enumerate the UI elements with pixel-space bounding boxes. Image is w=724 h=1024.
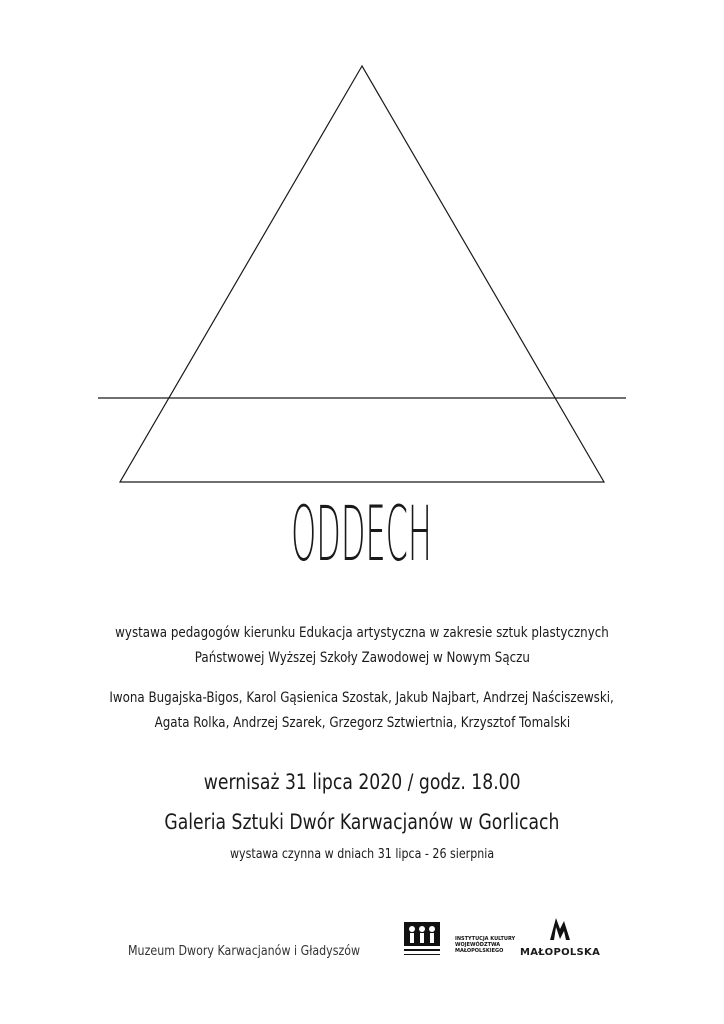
venue-info: Galeria Sztuki Dwór Karwacjanów w Gorlicach: [164, 810, 560, 834]
artists-line-1: Iwona Bugajska-Bigos, Karol Gąsienica Szostak, Jakub Najbart, Andrzej Naściszewski,: [109, 690, 615, 706]
museum-logo-icon: [402, 920, 442, 960]
subtitle-line-1: wystawa pedagogów kierunku Edukacja artystyczna w zakresie sztuk plastycznych: [115, 625, 609, 641]
malopolska-mountain-icon: [548, 915, 572, 941]
malopolska-logo: [520, 915, 600, 958]
triangle-outline: [120, 66, 604, 482]
triangle-artwork: [0, 0, 724, 500]
artists-line-2: Agata Rolka, Andrzej Szarek, Grzegorz Sztwiertnia, Krzysztof Tomalski: [154, 715, 570, 731]
organizer-name: Muzeum Dwory Karwacjanów i Gładyszów: [128, 943, 361, 959]
exhibition-title: [0, 489, 724, 578]
malopolska-text: MAŁOPOLSKA: [520, 947, 601, 958]
exhibition-dates: wystawa czynna w dniach 31 lipca - 26 sierpnia: [229, 846, 495, 862]
title-text: ODDECH: [291, 489, 433, 578]
subtitle-line-2: Państwowej Wyższej Szkoły Zawodowej w Nowym Sączu: [194, 650, 530, 666]
opening-info: wernisaż 31 lipca 2020 / godz. 18.00: [203, 770, 521, 794]
institution-logo: INSTYTUCJA KULTURY WOJEWÓDZTWA MAŁOPOLSKIEGO: [455, 936, 516, 954]
